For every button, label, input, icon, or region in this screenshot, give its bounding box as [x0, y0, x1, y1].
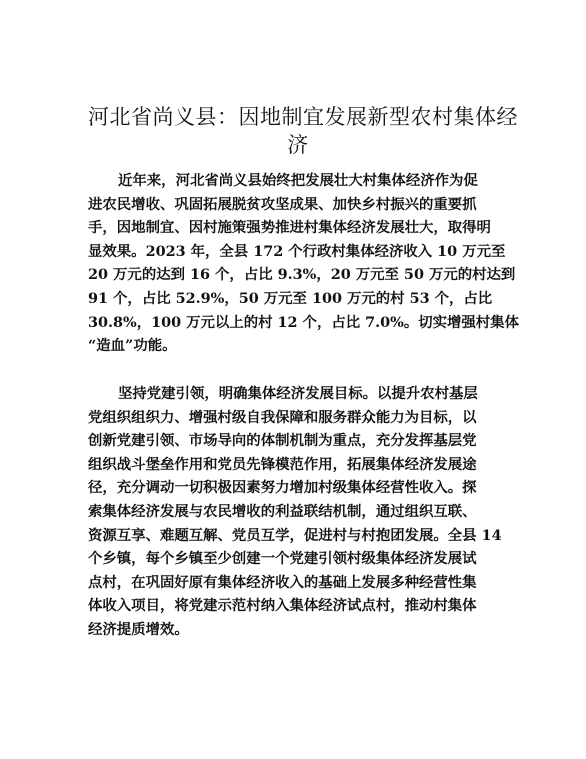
paragraph-line: 体收入项目，将党建示范村纳入集体经济试点村，推动村集体 — [88, 597, 477, 615]
paragraph-line: 近年来，河北省尚义县始终把发展壮大村集体经济作为促 — [118, 172, 478, 189]
paragraph-line: 党组织组织力、增强村级自我保障和服务群众能力为目标，以 — [88, 408, 477, 426]
paragraph-line: 20 万元的达到 16 个，占比 9.3%，20 万元至 50 万元的村达到 — [88, 266, 516, 284]
paragraph-line: 个乡镇，每个乡镇至少创建一个党建引领村级集体经济发展试 — [88, 550, 477, 568]
document-title — [88, 103, 518, 159]
paragraph-line: 显效果。2023 年，全县 172 个行政村集体经济收入 10 万元至 — [88, 242, 506, 260]
paragraph-line: 手，因地制宜、因村施策强势推进村集体经济发展壮大，取得明 — [88, 219, 491, 237]
paragraph-line: 经济提质增效。 — [88, 620, 189, 638]
paragraph-line: “造血”功能。 — [88, 337, 177, 355]
title-line: 河北省尚义县：因地制宜发展新型农村集体经 — [88, 105, 518, 129]
paragraph-line: 创新党建引领、市场导向的体制机制为重点，充分发挥基层党 — [88, 432, 477, 450]
paragraph-line: 坚持党建引领，明确集体经济发展目标。以提升农村基层 — [118, 385, 478, 402]
paragraph-party-building — [88, 382, 508, 642]
paragraph-line: 索集体经济发展与农民增收的利益联结机制，通过组织互联、 — [88, 502, 477, 520]
paragraph-line: 径，充分调动一切积极因素努力增加村级集体经营性收入。探 — [88, 479, 477, 497]
title-line: 济 — [287, 133, 309, 157]
paragraph-line: 资源互享、难题互解、党员互学，促进村与村抱团发展。全县 14 — [88, 526, 502, 544]
paragraph-line: 进农民增收、巩固拓展脱贫攻坚成果、加快乡村振兴的重要抓 — [88, 195, 477, 213]
paragraph-intro — [88, 169, 519, 358]
paragraph-line: 30.8%，100 万元以上的村 12 个，占比 7.0%。切实增强村集体 — [88, 313, 519, 331]
paragraph-line: 点村，在巩固好原有集体经济收入的基础上发展多种经营性集 — [88, 573, 477, 591]
paragraph-line: 91 个，占比 52.9%，50 万元至 100 万元的村 53 个，占比 — [88, 289, 493, 307]
paragraph-line: 组织战斗堡垒作用和党员先锋模范作用，拓展集体经济发展途 — [88, 455, 477, 473]
